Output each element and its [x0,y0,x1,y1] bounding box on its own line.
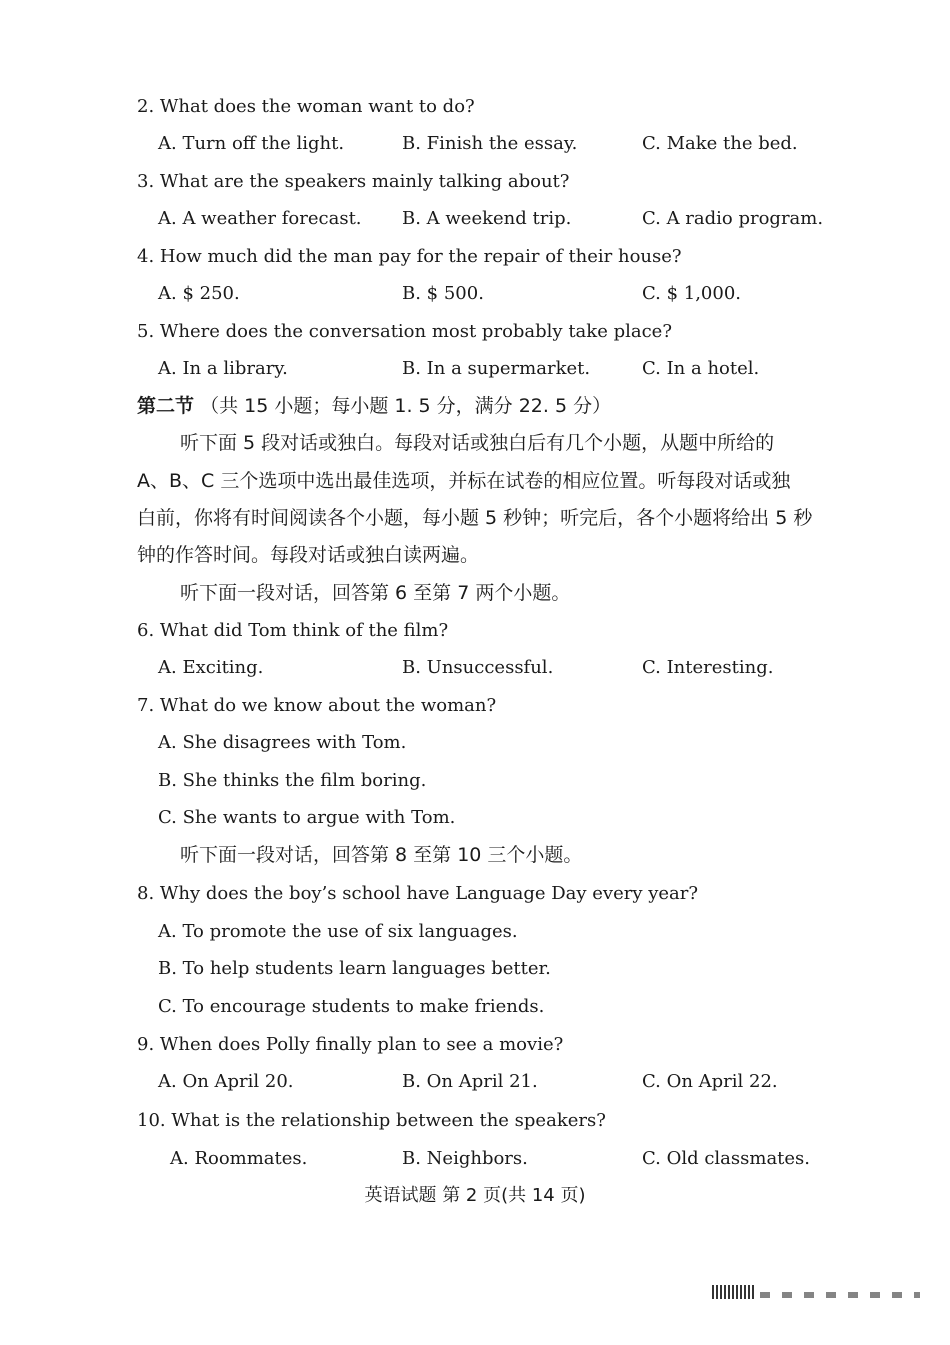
instruction-line-3: 白前，你将有时间阅读各个小题，每小题 5 秒钟；听完后，各个小题将给出 5 秒 [137,507,813,529]
question-3: 3. What are the speakers mainly talking about? [137,171,570,192]
q2-option-a: A. Turn off the light. [158,133,345,154]
question-7: 7. What do we know about the woman? [137,695,497,716]
q3-option-c: C. A radio program. [642,208,824,229]
qr-code-icon [712,1285,756,1299]
question-5: 5. Where does the conversation most probably take place? [137,321,672,342]
q4-option-b: B. $ 500. [402,283,484,304]
listen-note-8-10: 听下面一段对话，回答第 8 至第 10 三个小题。 [180,844,583,866]
listen-note-6-7: 听下面一段对话，回答第 6 至第 7 两个小题。 [180,582,571,604]
q9-option-a: A. On April 20. [158,1071,294,1092]
q9-option-c: C. On April 22. [642,1071,778,1092]
q8-option-b: B. To help students learn languages better. [158,958,551,979]
instruction-line-2: A、B、C 三个选项中选出最佳选项，并标在试卷的相应位置。听每段对话或独 [137,470,791,492]
q3-option-a: A. A weather forecast. [158,208,362,229]
section-score: （共 15 小题；每小题 1. 5 分，满分 22. 5 分） [200,395,612,417]
question-2: 2. What does the woman want to do? [137,96,475,117]
q3-option-b: B. A weekend trip. [402,208,572,229]
q9-option-b: B. On April 21. [402,1071,538,1092]
question-9: 9. When does Polly finally plan to see a movie? [137,1034,564,1055]
q7-option-c: C. She wants to argue with Tom. [158,807,456,828]
q7-option-a: A. She disagrees with Tom. [158,732,407,753]
q10-option-a: A. Roommates. [170,1148,308,1169]
q7-option-b: B. She thinks the film boring. [158,770,427,791]
q6-option-b: B. Unsuccessful. [402,657,554,678]
q10-option-b: B. Neighbors. [402,1148,528,1169]
q5-option-a: A. In a library. [158,358,288,379]
q6-option-c: C. Interesting. [642,657,774,678]
q4-option-a: A. $ 250. [158,283,240,304]
watermark-smudge [760,1292,920,1298]
q8-option-a: A. To promote the use of six languages. [158,921,518,942]
q4-option-c: C. $ 1,000. [642,283,741,304]
q6-option-a: A. Exciting. [158,657,264,678]
question-10: 10. What is the relationship between the speakers? [137,1110,606,1131]
section-title: 第二节 [137,395,195,417]
question-8: 8. Why does the boy’s school have Language Day every year? [137,883,699,904]
q5-option-c: C. In a hotel. [642,358,760,379]
question-6: 6. What did Tom think of the film? [137,620,449,641]
page-footer: 英语试题 第 2 页(共 14 页) [364,1185,586,1206]
q5-option-b: B. In a supermarket. [402,358,591,379]
instruction-line-4: 钟的作答时间。每段对话或独白读两遍。 [137,544,480,566]
q2-option-b: B. Finish the essay. [402,133,578,154]
question-4: 4. How much did the man pay for the repair of their house? [137,246,682,267]
q2-option-c: C. Make the bed. [642,133,798,154]
q10-option-c: C. Old classmates. [642,1148,811,1169]
q8-option-c: C. To encourage students to make friends. [158,996,545,1017]
instruction-line-1: 听下面 5 段对话或独白。每段对话或独白后有几个小题，从题中所给的 [180,432,775,454]
section-heading [137,394,611,418]
